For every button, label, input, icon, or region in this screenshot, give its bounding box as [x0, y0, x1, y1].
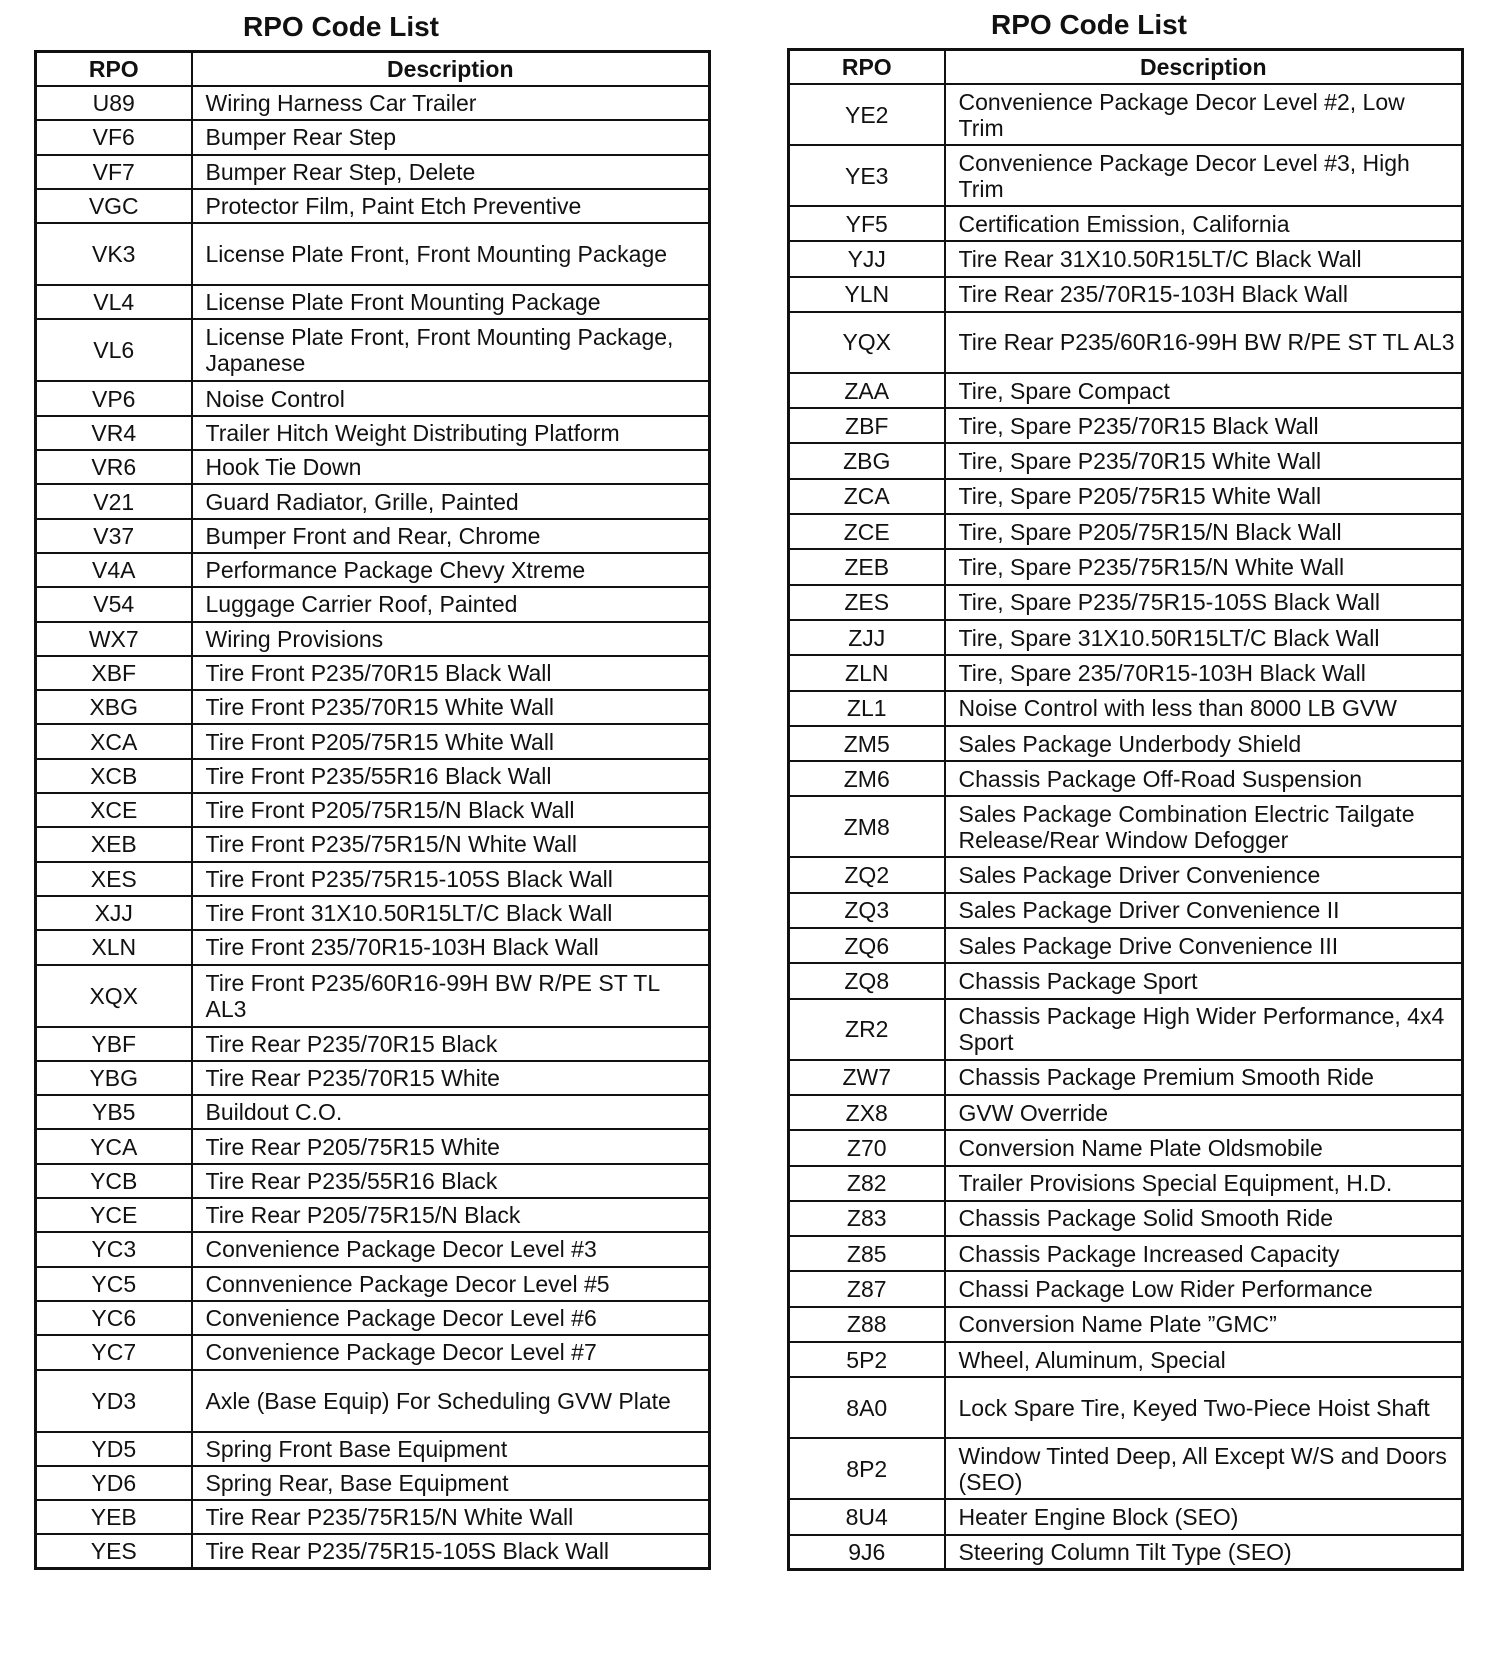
rpo-code-cell: ZM6 — [789, 761, 945, 796]
rpo-description-cell: Convenience Package Decor Level #3, High Trim — [945, 145, 1463, 206]
rpo-code-cell: YC7 — [36, 1335, 192, 1369]
table-row — [36, 1164, 710, 1198]
table-row — [789, 1535, 1463, 1570]
table-row — [789, 312, 1463, 373]
rpo-description-cell: Steering Column Tilt Type (SEO) — [945, 1535, 1463, 1570]
rpo-description-cell: Trailer Provisions Special Equipment, H.D. — [945, 1166, 1463, 1201]
rpo-description-cell: Tire Rear 235/70R15-103H Black Wall — [945, 277, 1463, 312]
rpo-description-cell: Protector Film, Paint Etch Preventive — [192, 189, 710, 223]
rpo-description-cell: Trailer Hitch Weight Distributing Platform — [192, 416, 710, 450]
rpo-code-cell: YLN — [789, 277, 945, 312]
rpo-description-cell: Convenience Package Decor Level #2, Low Trim — [945, 84, 1463, 145]
rpo-code-cell: 9J6 — [789, 1535, 945, 1570]
table-row — [789, 999, 1463, 1060]
left-rpo-panel — [34, 12, 708, 1570]
table-row — [36, 484, 710, 518]
rpo-code-cell: 5P2 — [789, 1342, 945, 1377]
table-row — [36, 896, 710, 930]
table-row — [36, 759, 710, 793]
table-row — [789, 761, 1463, 796]
table-row — [789, 585, 1463, 620]
table-row — [789, 726, 1463, 761]
table-row — [789, 1201, 1463, 1236]
rpo-description-cell: Tire, Spare 235/70R15-103H Black Wall — [945, 655, 1463, 690]
table-row — [36, 1129, 710, 1163]
rpo-code-cell: YBF — [36, 1027, 192, 1061]
rpo-code-cell: VL6 — [36, 319, 192, 381]
left-header-row — [36, 52, 710, 87]
rpo-code-cell: VL4 — [36, 285, 192, 319]
table-row — [789, 691, 1463, 726]
rpo-code-cell: ZBF — [789, 408, 945, 443]
rpo-description-cell: Chassis Package Premium Smooth Ride — [945, 1060, 1463, 1095]
rpo-description-cell: Tire Front P235/55R16 Black Wall — [192, 759, 710, 793]
rpo-code-cell: ZR2 — [789, 999, 945, 1060]
rpo-description-cell: Wiring Provisions — [192, 622, 710, 656]
rpo-description-cell: Tire Rear P235/75R15/N White Wall — [192, 1500, 710, 1534]
rpo-description-cell: Tire Front P205/75R15 White Wall — [192, 724, 710, 758]
rpo-code-cell: YD6 — [36, 1466, 192, 1500]
rpo-description-cell: Lock Spare Tire, Keyed Two-Piece Hoist Shaft — [945, 1377, 1463, 1438]
table-row — [789, 1271, 1463, 1306]
rpo-code-cell: ZES — [789, 585, 945, 620]
rpo-code-cell: YBG — [36, 1061, 192, 1095]
rpo-description-cell: Sales Package Driver Convenience — [945, 857, 1463, 892]
rpo-code-cell: YC5 — [36, 1267, 192, 1301]
table-row — [36, 285, 710, 319]
table-row — [789, 443, 1463, 478]
table-row — [789, 963, 1463, 998]
rpo-description-cell: Chassis Package Off-Road Suspension — [945, 761, 1463, 796]
rpo-description-cell: Conversion Name Plate ”GMC” — [945, 1307, 1463, 1342]
right-table-body — [789, 84, 1463, 1570]
table-row — [36, 86, 710, 120]
rpo-description-cell: Guard Radiator, Grille, Painted — [192, 484, 710, 518]
rpo-code-cell: ZQ2 — [789, 857, 945, 892]
left-rpo-table — [34, 50, 711, 1570]
table-row — [36, 1267, 710, 1301]
rpo-description-cell: Connvenience Package Decor Level #5 — [192, 1267, 710, 1301]
table-row — [36, 381, 710, 415]
table-row — [36, 1534, 710, 1568]
rpo-code-cell: V54 — [36, 587, 192, 621]
left-panel-title: RPO Code List — [242, 11, 439, 42]
right-panel-title: RPO Code List — [990, 9, 1187, 40]
rpo-description-cell: Chassis Package High Wider Performance, 4x4 Sport — [945, 999, 1463, 1060]
table-row — [789, 857, 1463, 892]
rpo-description-cell: Sales Package Driver Convenience II — [945, 893, 1463, 928]
rpo-description-cell: Tire, Spare P235/75R15/N White Wall — [945, 549, 1463, 584]
rpo-code-cell: ZW7 — [789, 1060, 945, 1095]
table-row — [36, 793, 710, 827]
rpo-code-cell: V21 — [36, 484, 192, 518]
rpo-code-cell: Z85 — [789, 1236, 945, 1271]
right-header-description: Description — [945, 50, 1463, 85]
rpo-description-cell: License Plate Front, Front Mounting Package — [192, 223, 710, 285]
rpo-description-cell: Tire Front 31X10.50R15LT/C Black Wall — [192, 896, 710, 930]
rpo-code-cell: XCE — [36, 793, 192, 827]
left-header-description: Description — [192, 52, 710, 87]
rpo-code-cell: ZM5 — [789, 726, 945, 761]
table-row — [789, 620, 1463, 655]
rpo-description-cell: Convenience Package Decor Level #6 — [192, 1301, 710, 1335]
rpo-code-cell: VK3 — [36, 223, 192, 285]
rpo-description-cell: Luggage Carrier Roof, Painted — [192, 587, 710, 621]
table-row — [789, 928, 1463, 963]
rpo-code-cell: YEB — [36, 1500, 192, 1534]
table-row — [36, 416, 710, 450]
rpo-code-cell: YCB — [36, 1164, 192, 1198]
rpo-code-cell: WX7 — [36, 622, 192, 656]
rpo-description-cell: Tire, Spare Compact — [945, 373, 1463, 408]
table-row — [36, 519, 710, 553]
rpo-description-cell: Performance Package Chevy Xtreme — [192, 553, 710, 587]
rpo-code-cell: XQX — [36, 965, 192, 1027]
rpo-code-cell: VP6 — [36, 381, 192, 415]
rpo-description-cell: Sales Package Combination Electric Tailgate Release/Rear Window Defogger — [945, 796, 1463, 857]
table-row — [36, 319, 710, 381]
rpo-description-cell: Sales Package Drive Convenience III — [945, 928, 1463, 963]
table-row — [36, 587, 710, 621]
table-row — [36, 690, 710, 724]
rpo-code-cell: ZJJ — [789, 620, 945, 655]
rpo-description-cell: Bumper Rear Step — [192, 120, 710, 154]
table-row — [789, 1166, 1463, 1201]
right-header-rpo: RPO — [789, 50, 945, 85]
rpo-code-cell: YC6 — [36, 1301, 192, 1335]
rpo-description-cell: Noise Control with less than 8000 LB GVW — [945, 691, 1463, 726]
rpo-code-cell: YD5 — [36, 1432, 192, 1466]
rpo-code-cell: Z70 — [789, 1130, 945, 1165]
table-row — [789, 1377, 1463, 1438]
table-row — [36, 155, 710, 189]
rpo-description-cell: GVW Override — [945, 1095, 1463, 1130]
left-table-body — [36, 86, 710, 1569]
table-row — [789, 796, 1463, 857]
table-row — [36, 622, 710, 656]
right-rpo-panel — [787, 10, 1461, 1571]
table-row — [36, 1500, 710, 1534]
rpo-code-cell: Z83 — [789, 1201, 945, 1236]
table-row — [36, 450, 710, 484]
rpo-description-cell: Chassis Package Solid Smooth Ride — [945, 1201, 1463, 1236]
rpo-description-cell: Bumper Front and Rear, Chrome — [192, 519, 710, 553]
table-row — [36, 223, 710, 285]
table-row — [36, 1466, 710, 1500]
table-row — [789, 408, 1463, 443]
rpo-description-cell: Tire Rear P235/55R16 Black — [192, 1164, 710, 1198]
rpo-code-cell: ZM8 — [789, 796, 945, 857]
rpo-description-cell: Conversion Name Plate Oldsmobile — [945, 1130, 1463, 1165]
rpo-description-cell: Tire Rear P235/75R15-105S Black Wall — [192, 1534, 710, 1568]
rpo-description-cell: Tire, Spare P205/75R15 White Wall — [945, 479, 1463, 514]
rpo-description-cell: Tire, Spare P235/70R15 White Wall — [945, 443, 1463, 478]
rpo-code-cell: XLN — [36, 930, 192, 964]
table-row — [789, 241, 1463, 276]
table-row — [789, 514, 1463, 549]
table-row — [36, 827, 710, 861]
rpo-description-cell: Tire Front P235/70R15 Black Wall — [192, 656, 710, 690]
rpo-code-cell: XEB — [36, 827, 192, 861]
table-row — [789, 373, 1463, 408]
rpo-code-cell: YQX — [789, 312, 945, 373]
table-row — [36, 1095, 710, 1129]
rpo-code-cell: ZQ8 — [789, 963, 945, 998]
rpo-description-cell: Convenience Package Decor Level #7 — [192, 1335, 710, 1369]
table-row — [789, 1499, 1463, 1534]
table-row — [789, 206, 1463, 241]
rpo-code-cell: YE3 — [789, 145, 945, 206]
rpo-description-cell: Tire Rear P235/70R15 White — [192, 1061, 710, 1095]
rpo-code-cell: XCA — [36, 724, 192, 758]
rpo-description-cell: Certification Emission, California — [945, 206, 1463, 241]
rpo-code-cell: XBG — [36, 690, 192, 724]
rpo-code-cell: Z82 — [789, 1166, 945, 1201]
rpo-code-cell: YC3 — [36, 1232, 192, 1266]
rpo-description-cell: Bumper Rear Step, Delete — [192, 155, 710, 189]
rpo-description-cell: Buildout C.O. — [192, 1095, 710, 1129]
rpo-code-cell: V4A — [36, 553, 192, 587]
table-row — [789, 479, 1463, 514]
table-row — [789, 655, 1463, 690]
table-row — [789, 277, 1463, 312]
rpo-code-cell: XJJ — [36, 896, 192, 930]
table-row — [36, 120, 710, 154]
table-row — [36, 1232, 710, 1266]
table-row — [36, 656, 710, 690]
rpo-description-cell: Chassis Package Increased Capacity — [945, 1236, 1463, 1271]
rpo-code-cell: Z87 — [789, 1271, 945, 1306]
table-row — [36, 1027, 710, 1061]
rpo-code-cell: YE2 — [789, 84, 945, 145]
rpo-description-cell: License Plate Front, Front Mounting Package, Japanese — [192, 319, 710, 381]
table-row — [789, 1438, 1463, 1499]
right-header-row — [789, 50, 1463, 85]
rpo-code-cell: ZQ6 — [789, 928, 945, 963]
table-row — [789, 84, 1463, 145]
rpo-code-cell: ZCA — [789, 479, 945, 514]
rpo-code-cell: YD3 — [36, 1370, 192, 1432]
rpo-code-cell: ZEB — [789, 549, 945, 584]
table-row — [789, 1236, 1463, 1271]
table-row — [36, 862, 710, 896]
rpo-description-cell: Wheel, Aluminum, Special — [945, 1342, 1463, 1377]
table-row — [789, 145, 1463, 206]
rpo-code-cell: VF6 — [36, 120, 192, 154]
rpo-code-cell: VR4 — [36, 416, 192, 450]
table-row — [36, 1335, 710, 1369]
rpo-code-cell: YB5 — [36, 1095, 192, 1129]
rpo-code-cell: YJJ — [789, 241, 945, 276]
table-row — [36, 553, 710, 587]
rpo-description-cell: Heater Engine Block (SEO) — [945, 1499, 1463, 1534]
rpo-code-cell: XCB — [36, 759, 192, 793]
rpo-code-cell: VR6 — [36, 450, 192, 484]
rpo-code-cell: Z88 — [789, 1307, 945, 1342]
rpo-code-cell: ZLN — [789, 655, 945, 690]
rpo-description-cell: Sales Package Underbody Shield — [945, 726, 1463, 761]
rpo-code-cell: 8P2 — [789, 1438, 945, 1499]
rpo-code-cell: XES — [36, 862, 192, 896]
rpo-code-cell: ZL1 — [789, 691, 945, 726]
table-row — [36, 1061, 710, 1095]
rpo-code-cell: YES — [36, 1534, 192, 1568]
table-row — [36, 189, 710, 223]
rpo-description-cell: Axle (Base Equip) For Scheduling GVW Plate — [192, 1370, 710, 1432]
rpo-code-cell: VGC — [36, 189, 192, 223]
table-row — [36, 1198, 710, 1232]
rpo-code-cell: VF7 — [36, 155, 192, 189]
rpo-description-cell: Spring Rear, Base Equipment — [192, 1466, 710, 1500]
table-row — [789, 1342, 1463, 1377]
rpo-description-cell: License Plate Front Mounting Package — [192, 285, 710, 319]
rpo-description-cell: Tire Front 235/70R15-103H Black Wall — [192, 930, 710, 964]
table-row — [36, 1301, 710, 1335]
rpo-description-cell: Wiring Harness Car Trailer — [192, 86, 710, 120]
table-row — [789, 1307, 1463, 1342]
rpo-description-cell: Tire Rear 31X10.50R15LT/C Black Wall — [945, 241, 1463, 276]
rpo-description-cell: Convenience Package Decor Level #3 — [192, 1232, 710, 1266]
table-row — [36, 724, 710, 758]
rpo-code-cell: ZAA — [789, 373, 945, 408]
table-row — [789, 1060, 1463, 1095]
rpo-description-cell: Spring Front Base Equipment — [192, 1432, 710, 1466]
rpo-code-cell: YF5 — [789, 206, 945, 241]
table-row — [36, 1370, 710, 1432]
rpo-code-cell: YCA — [36, 1129, 192, 1163]
rpo-description-cell: Tire Front P205/75R15/N Black Wall — [192, 793, 710, 827]
rpo-description-cell: Tire Front P235/70R15 White Wall — [192, 690, 710, 724]
rpo-code-cell: ZCE — [789, 514, 945, 549]
rpo-code-cell: YCE — [36, 1198, 192, 1232]
rpo-code-cell: XBF — [36, 656, 192, 690]
rpo-description-cell: Tire Rear P205/75R15/N Black — [192, 1198, 710, 1232]
table-row — [789, 549, 1463, 584]
table-row — [36, 930, 710, 964]
rpo-description-cell: Hook Tie Down — [192, 450, 710, 484]
table-row — [36, 1432, 710, 1466]
rpo-description-cell: Tire Front P235/75R15-105S Black Wall — [192, 862, 710, 896]
right-rpo-table — [787, 48, 1464, 1571]
rpo-code-cell: 8A0 — [789, 1377, 945, 1438]
rpo-code-cell: U89 — [36, 86, 192, 120]
rpo-description-cell: Tire, Spare P205/75R15/N Black Wall — [945, 514, 1463, 549]
rpo-description-cell: Window Tinted Deep, All Except W/S and Doors (SEO) — [945, 1438, 1463, 1499]
table-row — [789, 1130, 1463, 1165]
left-header-rpo: RPO — [36, 52, 192, 87]
rpo-description-cell: Tire Front P235/75R15/N White Wall — [192, 827, 710, 861]
rpo-description-cell: Noise Control — [192, 381, 710, 415]
rpo-description-cell: Tire Rear P205/75R15 White — [192, 1129, 710, 1163]
rpo-description-cell: Tire Front P235/60R16-99H BW R/PE ST TL AL3 — [192, 965, 710, 1027]
rpo-description-cell: Chassis Package Sport — [945, 963, 1463, 998]
table-row — [36, 965, 710, 1027]
rpo-description-cell: Tire Rear P235/70R15 Black — [192, 1027, 710, 1061]
table-row — [789, 893, 1463, 928]
rpo-description-cell: Tire, Spare 31X10.50R15LT/C Black Wall — [945, 620, 1463, 655]
table-row — [789, 1095, 1463, 1130]
rpo-code-cell: 8U4 — [789, 1499, 945, 1534]
rpo-code-cell: ZQ3 — [789, 893, 945, 928]
rpo-code-cell: ZX8 — [789, 1095, 945, 1130]
rpo-description-cell: Tire Rear P235/60R16-99H BW R/PE ST TL AL3 — [945, 312, 1463, 373]
rpo-description-cell: Tire, Spare P235/75R15-105S Black Wall — [945, 585, 1463, 620]
rpo-code-cell: ZBG — [789, 443, 945, 478]
rpo-code-cell: V37 — [36, 519, 192, 553]
rpo-description-cell: Chassi Package Low Rider Performance — [945, 1271, 1463, 1306]
rpo-description-cell: Tire, Spare P235/70R15 Black Wall — [945, 408, 1463, 443]
